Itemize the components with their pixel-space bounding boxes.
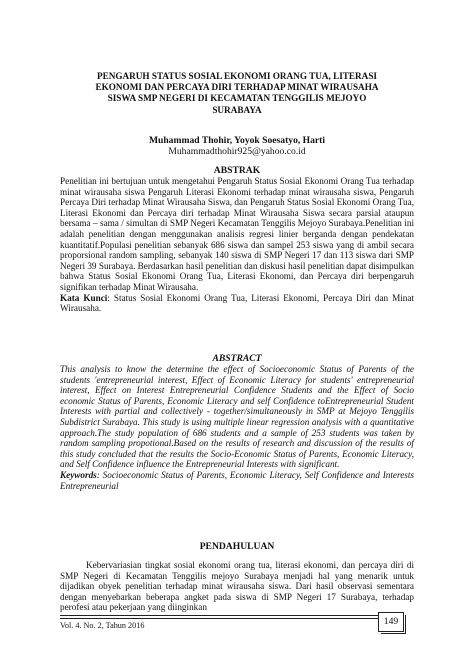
abstract-section xyxy=(60,364,414,491)
abstract-heading: ABSTRACT xyxy=(212,353,262,364)
author-email: Muhammadthohir925@yahoo.co.id xyxy=(168,146,306,157)
abstract-body: This analysis to know the determine the effect of Socioeconomic Status of Parents of the students 'entrepreneurial interest, Effect of Economic Literacy for students' entrepreneurial interest, Effect on Interest Entrepreneurial Confidence Students and the Effect of Socio economic Status of Parents, Economic Literacy and self Confidence toEntrepreneurial Student Interests with partial and collectively - together/simultaneously in SMP at Mejoyo Tenggilis Subdistrict Surabaya. This study is using multiple linear regression analysis with a quantitative approach.The study population of 686 students and a sample of 253 students was taken by random sampling propotional.Based on the results of research and discussion of the results of this study concluded that the results the Socio-Economic Status of Parents, Economic Literacy, and Self Confidence influence the Entrepreneurial Interests with significant. xyxy=(60,364,414,470)
abstrak-section xyxy=(60,176,414,314)
author-names: Muhammad Thohir, Yoyok Soesatyo, Harti xyxy=(148,135,326,146)
footer-rule-bottom xyxy=(60,618,378,619)
abstrak-keywords: : Status Sosial Ekonomi Orang Tua, Literasi Ekonomi, Percaya Diri dan Minat Wirausaha. xyxy=(60,292,415,314)
abstract-keywords-label: Keywords xyxy=(60,469,97,480)
paper-title: PENGARUH STATUS SOSIAL EKONOMI ORANG TUA, LITERASI EKONOMI DAN PERCAYA DIRI TERHADAP MINAT WIRAUSAHA SISWA SMP NEGERI DI KECAMATAN TENGGILIS MEJOYO SURABAYA xyxy=(95,71,379,115)
abstrak-body: Penelitian ini bertujuan untuk mengetahui Pengaruh Status Sosial Ekonomi Orang Tua terhadap minat wirausaha siswa Pengaruh Literasi Ekonomi terhadap minat wirausaha siswa, Pengaruh Percaya Diri terhadap Minat Wirausaha Siswa, dan Pengaruh Status Sosial Ekonomi Orang Tua, Literasi Ekonomi dan Percaya diri terhadap Minat Wirausaha Siswa secara parsial ataupun bersama – sama / simultan di SMP Negeri Kecamatan Tenggilis Mejoyo Surabaya.Penelitian ini adalah penelitian dengan menggunakan analisis regresi linier berganda dengan pendekatan kuantitatif.Populasi penelitian sebanyak 686 siswa dan sampel 253 siswa yang di ambil secara proporsional random sampling, sebanyak 140 siswa di SMP Negeri 17 dan 113 siswa dari SMP Negeri 39 Surabaya. Berdasarkan hasil penelitian dan diskusi hasil penelitian dapat disimpulkan bahwa Status Sosial Ekonomi Orang Tua, Literasi Ekonomi, dan Percaya diri berpengaruh signifikan terhadap Minat Wirausaha. xyxy=(60,176,414,292)
intro-section xyxy=(60,560,414,613)
abstrak-heading: ABSTRAK xyxy=(213,165,261,176)
page-number: 149 xyxy=(378,612,404,632)
footer-volume: Vol. 4. No. 2, Tahun 2016 xyxy=(60,621,145,630)
abstract-keywords: : Socioeconomic Status of Parents, Economic Literacy, Self Confidence and Interests Entrepreneurial xyxy=(60,469,414,491)
intro-paragraph: Kebervariasian tingkat sosial ekonomi orang tua, literasi ekonomi, dan percaya diri di SMP Negeri di Kecamatan Tenggilis mejoyo Surabaya menjadi hal yang menarik untuk dijadikan obyek penelitian terhadap minat wirausaha siswa. Dari hasil observasi sementara dengan menyebarkan beberapa angket pada siswa di SMP Negeri 17 Surabaya, terhadap perofesi atau pekerjaan yang diinginkan xyxy=(60,560,414,613)
intro-heading: PENDAHULUAN xyxy=(199,541,275,552)
abstrak-keywords-label: Kata Kunci xyxy=(60,292,108,303)
footer-rule-top xyxy=(60,615,378,616)
